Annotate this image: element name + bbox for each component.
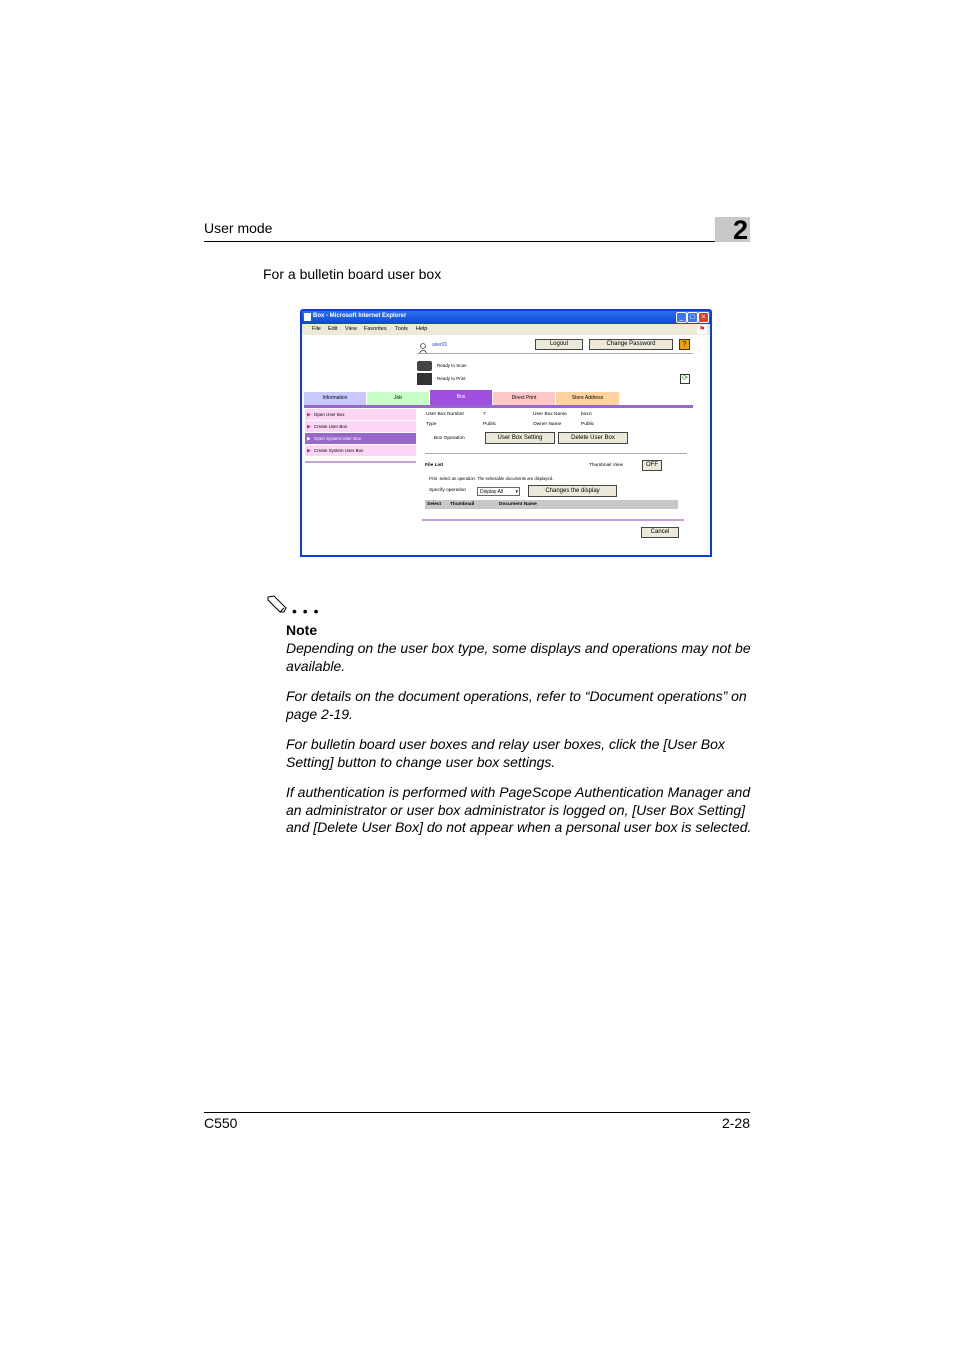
box-number-value: 7 [483, 412, 486, 417]
box-name-label: User Box Name [533, 412, 567, 417]
menu-view[interactable]: View [345, 326, 357, 332]
note-paragraph: Depending on the user box type, some displays and operations may not be available. [286, 640, 751, 674]
menu-favorites[interactable]: Favorites [364, 326, 387, 332]
maximize-icon[interactable]: □ [687, 312, 698, 323]
box-name-value: boxA [581, 412, 592, 417]
pencil-note-icon [266, 594, 290, 614]
print-status: Ready to Print [437, 376, 466, 381]
col-document-name: Document Name [499, 502, 537, 507]
user-box-setting-button[interactable]: User Box Setting [485, 432, 555, 444]
delete-user-box-button[interactable]: Delete User Box [558, 432, 628, 444]
type-label: Type [426, 422, 437, 427]
changes-display-button[interactable]: Changes the display [528, 485, 617, 497]
sidebar-item-open-user-box[interactable]: ▶ Open User Box [305, 409, 416, 420]
sidebar-divider [305, 461, 416, 463]
note-paragraph: For details on the document operations, refer to “Document operations” on page 2-19. [286, 688, 747, 722]
logout-button[interactable]: Logout [535, 339, 583, 350]
header-rule [204, 241, 750, 242]
note-paragraph: If authentication is performed with PageScope Authentication Manager and an administrator or user box administrator is logged on, [User Box Setting] and [Delete User Box] do not appear when a personal user box is selected. [286, 784, 752, 835]
user-icon [419, 340, 427, 350]
note-heading: Note [286, 622, 318, 638]
details-divider [425, 453, 687, 454]
help-icon[interactable]: ? [679, 339, 690, 350]
note-dots-icon: • • • [292, 603, 320, 619]
thumbnail-view-label: Thumbnail View [589, 463, 624, 468]
owner-label: Owner Name [533, 422, 562, 427]
box-number-label: User Box Number [426, 412, 465, 417]
menu-help[interactable]: Help [416, 326, 428, 332]
tab-direct-print[interactable]: Direct Print [493, 392, 555, 405]
menu-tools[interactable]: Tools [395, 326, 408, 332]
ie-page-icon [304, 313, 311, 321]
specify-operation-select[interactable]: Display All ▾ [477, 487, 520, 496]
close-icon[interactable]: × [698, 312, 709, 323]
list-divider [422, 519, 684, 521]
running-header: User mode [204, 220, 273, 236]
menu-file[interactable]: File [312, 326, 321, 332]
change-password-button[interactable]: Change Password [589, 339, 673, 350]
tab-job[interactable]: Job [367, 392, 429, 405]
tab-box[interactable]: Box [430, 390, 492, 405]
minimize-icon[interactable]: _ [676, 312, 687, 323]
owner-value: Public [581, 422, 595, 427]
thumbnail-toggle[interactable]: OFF [642, 460, 662, 471]
tab-store-address[interactable]: Store Address [556, 392, 619, 405]
specify-operation-label: Specify operation [429, 488, 467, 493]
type-value: Public [483, 422, 497, 427]
tab-information[interactable]: Information [304, 392, 366, 405]
sidebar-item-create-user-box[interactable]: ▶ Create User Box [305, 421, 416, 432]
footer-rule [204, 1112, 750, 1113]
windows-logo-icon: ⚑ [698, 326, 706, 333]
chevron-down-icon: ▾ [515, 489, 518, 495]
sidebar-item-open-system-user-box[interactable]: ▶ Open System User Box [305, 433, 416, 444]
refresh-icon[interactable]: ⟳ [680, 374, 690, 384]
file-list-title: File List [425, 463, 444, 468]
figure-caption: For a bulletin board user box [263, 266, 442, 282]
footer-model: C550 [204, 1115, 238, 1131]
scanner-icon [417, 361, 432, 371]
scan-status: Ready to Scan [437, 363, 467, 368]
col-thumbnail: Thumbnail [450, 502, 475, 507]
window-title: Box - Microsoft Internet Explorer [313, 313, 407, 319]
sidebar-item-create-system-user-box[interactable]: ▶ Create System User Box [305, 445, 416, 456]
chapter-number: 2 [733, 215, 749, 245]
cancel-button[interactable]: Cancel [641, 527, 679, 538]
page-number: 2-28 [721, 1115, 750, 1131]
user-name: user01 [432, 342, 448, 348]
user-divider [417, 353, 693, 354]
note-paragraph: For bulletin board user boxes and relay user boxes, click the [User Box Setting] button to change user box settings. [286, 736, 725, 770]
menu-edit[interactable]: Edit [328, 326, 338, 332]
tab-underline [304, 405, 693, 408]
box-operation-label: Box Operation [434, 436, 465, 441]
col-select: Select [427, 502, 442, 507]
instruction-text: First, select an operation. The selectable documents are displayed. [429, 476, 554, 481]
printer-icon [417, 373, 432, 385]
